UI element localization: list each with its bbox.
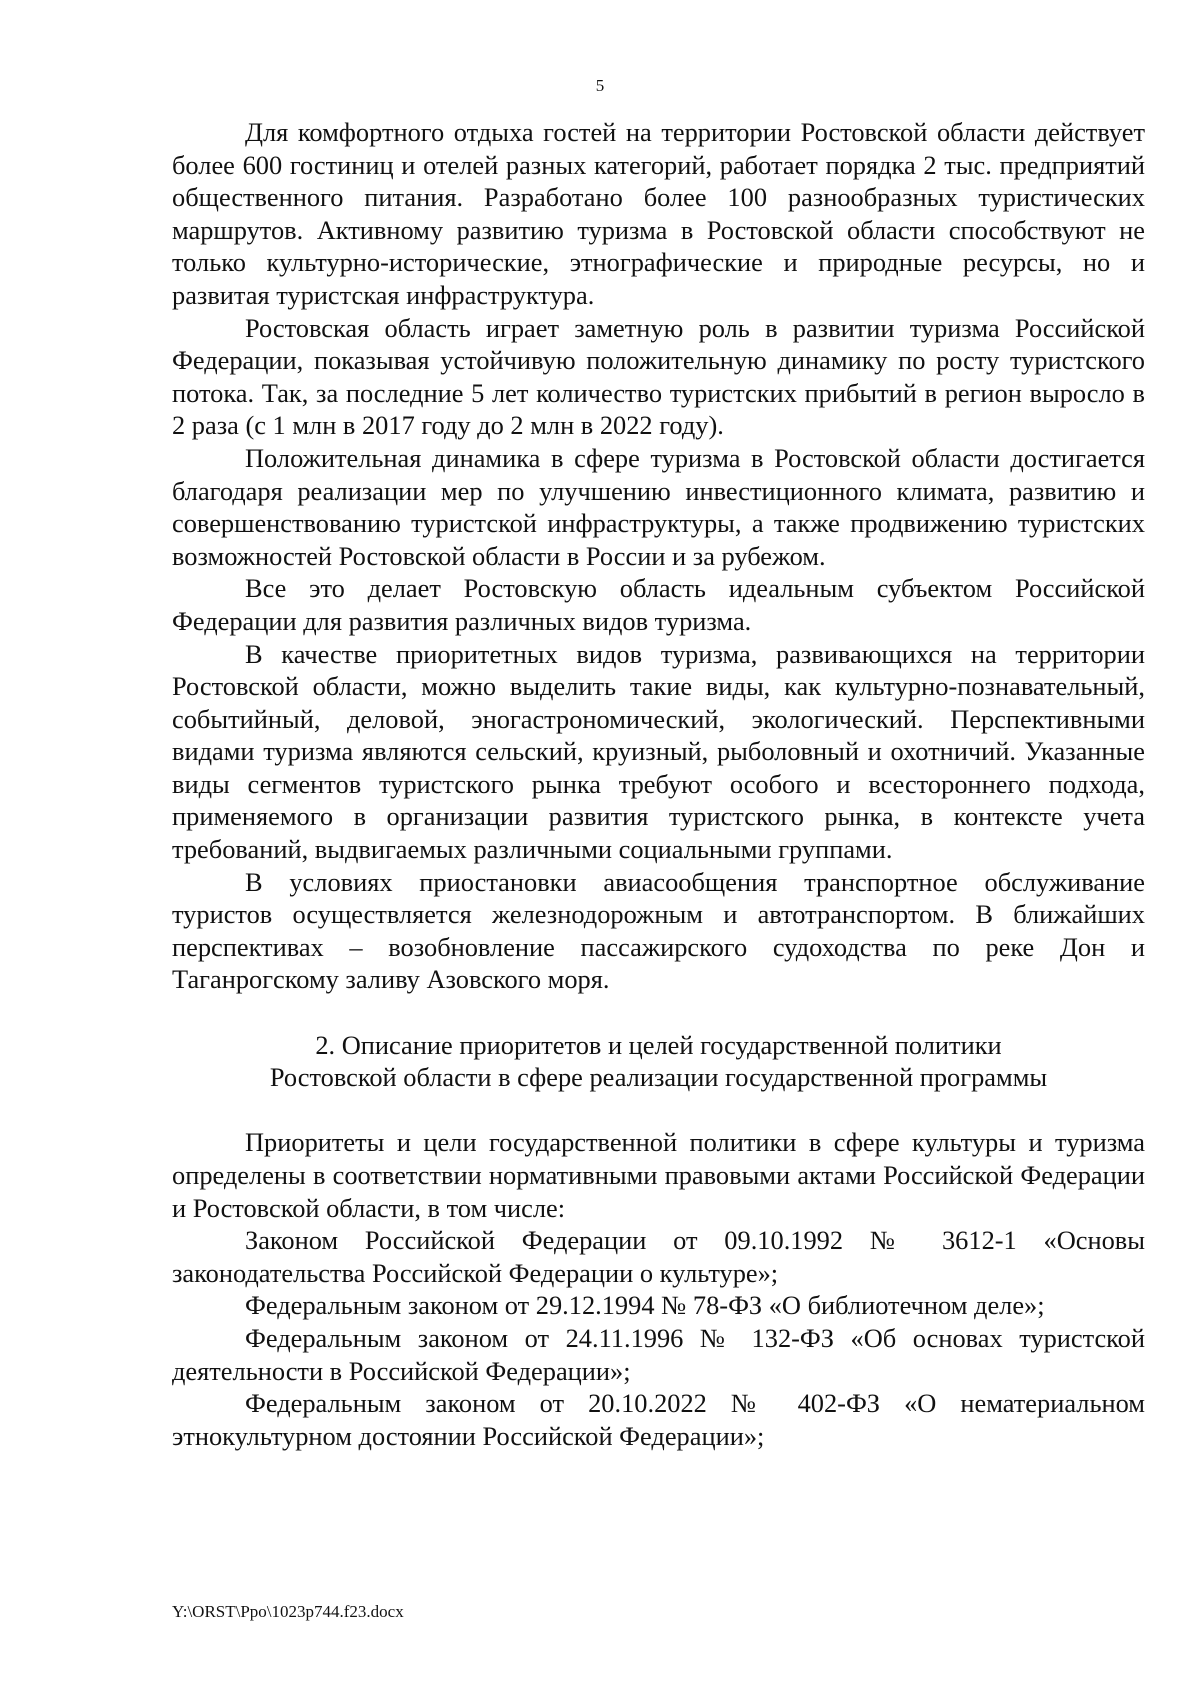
paragraph-hotels: Для комфортного отдыха гостей на территории Ростовской области действует более 600 гостиниц и отелей разных категорий, работает порядка 2 тыс. предприятий общественного питания. Разработано более 100 разнообразных туристических маршрутов. Активному развитию туризма в Ростовской области способствуют не только культурно-исторические, этнографические и природные ресурсы, но и развитая туристская инфраструктура. <box>172 117 1145 310</box>
paragraph-positive-dynamics: Положительная динамика в сфере туризма в Ростовской области достигается благодаря реализации мер по улучшению инвестиционного климата, развитию и совершенствованию туристской инфраструктуры, а также продвижению туристских возможностей Ростовской области в России и за рубежом. <box>172 442 1145 571</box>
paragraph-law-tourism: Федеральным законом от 24.11.1996 № 132-ФЗ «Об основах туристской деятельности в Российской Федерации»; <box>172 1322 1145 1386</box>
paragraph-law-culture: Законом Российской Федерации от 09.10.1992 № 3612-1 «Основы законодательства Российской Федерации о культуре»; <box>172 1225 1145 1288</box>
paragraph-ideal-subject: Все это делает Ростовскую область идеальным субъектом Российской Федерации для развития различных видов туризма. <box>172 573 1145 636</box>
section-heading <box>172 1029 1145 1094</box>
paragraph-priorities-goals: Приоритеты и цели государственной политики в сфере культуры и туризма определены в соответствии нормативными правовыми актами Российской Федерации и Ростовской области, в том числе: <box>172 1127 1145 1223</box>
page-number: 5 <box>595 76 605 95</box>
paragraph-law-heritage: Федеральным законом от 20.10.2022 № 402-ФЗ «О нематериальном этнокультурном достоянии Российской Федерации»; <box>172 1388 1145 1451</box>
paragraph-tourism-role: Ростовская область играет заметную роль в развитии туризма Российской Федерации, показывая устойчивую положительную динамику по росту туристского потока. Так, за последние 5 лет количество туристских прибытий в регион выросло в 2 раза (с 1 млн в 2017 году до 2 млн в 2022 году). <box>172 312 1145 441</box>
section-heading-line-2: Ростовской области в сфере реализации государственной программы <box>269 1062 1048 1093</box>
section-heading-line-1: 2. Описание приоритетов и целей государственной политики <box>315 1029 1002 1060</box>
paragraph-priority-types: В качестве приоритетных видов туризма, развивающихся на территории Ростовской области, можно выделить такие виды, как культурно-познавательный, событийный, деловой, эногастрономический, экологический. Перспективными видами туризма являются сельский, круизный, рыболовный и охотничий. Указанные виды сегментов туристского рынка требуют особого и всестороннего подхода, применяемого в организации развития туристского рынка, в контексте учета требований, выдвигаемых различными социальными группами. <box>172 638 1145 865</box>
footer-file-path: Y:\ORST\Ppo\1023p744.f23.docx <box>172 1602 404 1621</box>
paragraph-law-library: Федеральным законом от 29.12.1994 № 78-ФЗ «О библиотечном деле»; <box>245 1290 1045 1321</box>
paragraph-transport: В условиях приостановки авиасообщения транспортное обслуживание туристов осуществляется железнодорожным и автотранспортом. В ближайших перспективах – возобновление пассажирского судоходства по реке Дон и Таганрогскому заливу Азовского моря. <box>172 866 1145 995</box>
document-body <box>172 116 1145 1452</box>
